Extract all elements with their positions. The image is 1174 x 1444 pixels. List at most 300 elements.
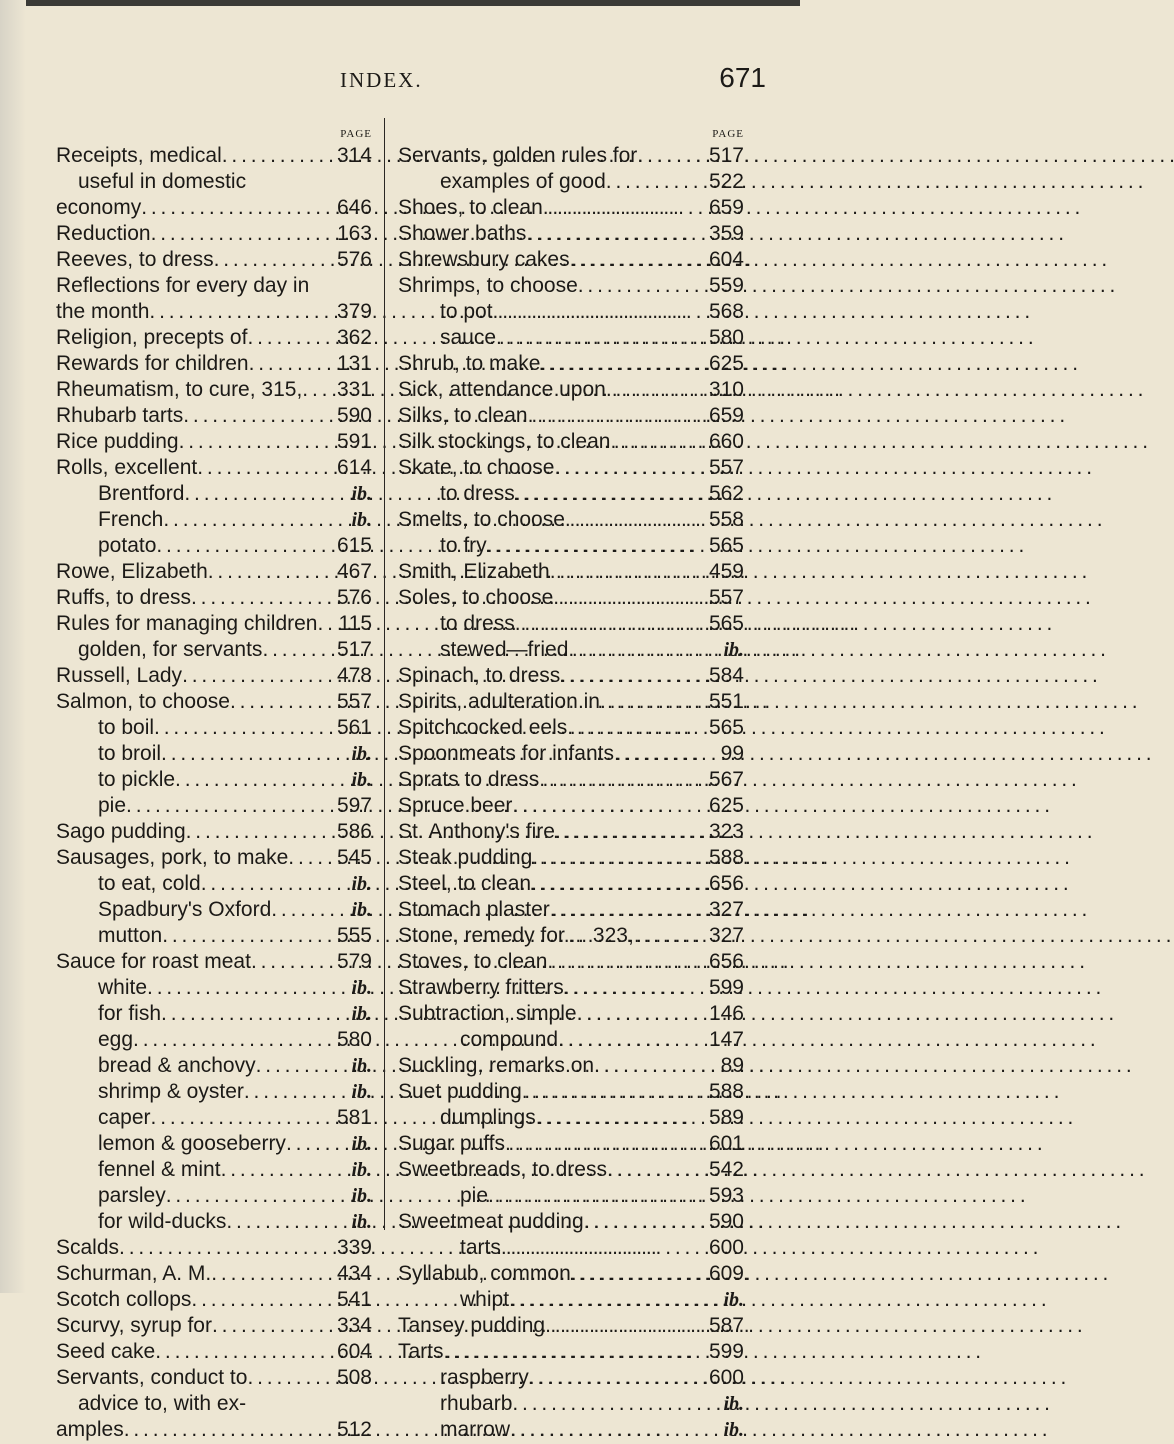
entry-text: for fish: [98, 1002, 162, 1025]
entry-text: to dress: [440, 612, 515, 635]
entry-text: Rolls, excellent: [56, 456, 198, 479]
dot-leader: [637, 144, 707, 168]
page-title: INDEX.: [340, 68, 423, 92]
page-number: 671: [719, 62, 766, 93]
entry-text: Sauce for roast meat: [56, 950, 251, 973]
dot-leader: [247, 326, 335, 350]
entry-text: Suckling, remarks on: [398, 1054, 595, 1077]
index-entry: [398, 690, 744, 716]
entry-page: 584: [708, 664, 744, 687]
entry-page: 604: [708, 248, 744, 271]
dot-leader: [564, 976, 707, 1000]
index-entry: [56, 404, 372, 430]
index-entry: [56, 508, 372, 534]
dot-leader: [509, 1288, 721, 1312]
index-column-left: [56, 128, 372, 1444]
entry-text: Rowe, Elizabeth: [56, 560, 208, 583]
entry-page: 601: [708, 1132, 744, 1155]
index-entry: [398, 352, 744, 378]
entry-text: useful in domestic: [78, 170, 247, 193]
index-entry: [398, 430, 744, 456]
entry-page: 561: [336, 716, 372, 739]
dot-leader: [183, 404, 335, 428]
index-entry: [398, 586, 744, 612]
entry-text: Suet pudding: [398, 1080, 522, 1103]
entry-page: 147: [708, 1028, 744, 1051]
dot-leader: [179, 430, 335, 454]
index-entry: [398, 1054, 744, 1080]
index-entry: [398, 404, 744, 430]
index-column-right: [398, 128, 744, 1444]
entry-page: 545: [336, 846, 372, 869]
index-entry: [56, 950, 372, 976]
entry-page: ib.: [723, 639, 744, 661]
entry-page: 625: [708, 352, 744, 375]
entry-text: tarts: [460, 1236, 501, 1259]
dot-leader: [543, 196, 707, 220]
entry-text: potato: [98, 534, 157, 557]
entry-page: ib.: [351, 977, 372, 999]
entry-page: 565: [708, 534, 744, 557]
index-entry: [398, 1106, 744, 1132]
dot-leader: [532, 846, 707, 870]
entry-text: raspberry: [440, 1366, 529, 1389]
entry-text: Rheumatism, to cure, 315,: [56, 378, 303, 401]
entry-page: 557: [336, 690, 372, 713]
dot-leader: [565, 508, 707, 532]
entry-text: French: [98, 508, 164, 531]
entry-page: 656: [708, 950, 744, 973]
dot-leader: [512, 1392, 721, 1416]
index-entry: [56, 586, 372, 612]
dot-leader: [149, 300, 335, 324]
entry-text: Spruce beer: [398, 794, 513, 817]
index-entry: [398, 1366, 744, 1392]
entry-page: 625: [708, 794, 744, 817]
dot-leader: [512, 794, 707, 818]
entry-page: 478: [336, 664, 372, 687]
index-entry: [398, 222, 744, 248]
entry-page: ib.: [351, 1211, 372, 1233]
dot-leader: [606, 378, 707, 402]
entry-text: golden, for servants: [78, 638, 263, 661]
entry-text: Steel, to clean: [398, 872, 532, 895]
entry-text: white: [98, 976, 148, 999]
dot-leader: [161, 742, 349, 766]
index-entry: [398, 1158, 744, 1184]
entry-page: 323: [708, 820, 744, 843]
dot-leader: [249, 352, 335, 376]
dot-leader: [515, 482, 707, 506]
entry-text: parsley: [98, 1184, 166, 1207]
entry-text: amples: [56, 1418, 124, 1441]
entry-list-left: [56, 144, 372, 1444]
dot-leader: [230, 690, 335, 714]
entry-text: Spoonmeats for infants: [398, 742, 614, 765]
entry-text: Receipts, medical: [56, 144, 222, 167]
entry-page: 591: [336, 430, 372, 453]
entry-page: ib.: [351, 769, 372, 791]
entry-text: Ruffs, to dress: [56, 586, 192, 609]
index-entry: [398, 794, 744, 820]
index-entry: [56, 1236, 372, 1262]
entry-page: 567: [708, 768, 744, 791]
dot-leader: [186, 820, 335, 844]
dot-leader: [444, 1340, 707, 1364]
dot-leader: [570, 248, 707, 272]
index-entry: [398, 924, 744, 950]
index-entry: [398, 456, 744, 482]
dot-leader: [163, 508, 349, 532]
index-entry: [398, 534, 744, 560]
entry-text: compound: [460, 1028, 559, 1051]
dot-leader: [126, 794, 335, 818]
entry-text: the month: [56, 300, 150, 323]
index-entry: [398, 1288, 744, 1314]
dot-leader: [571, 1262, 707, 1286]
dot-leader: [493, 300, 707, 324]
index-entry: [56, 456, 372, 482]
index-entry: [398, 664, 744, 690]
entry-text: Soles, to choose: [398, 586, 554, 609]
entry-text: dumplings: [440, 1106, 536, 1129]
entry-page: 600: [708, 1236, 744, 1259]
entry-text: to boil: [98, 716, 155, 739]
dot-leader: [550, 560, 707, 584]
index-entry: [56, 1418, 372, 1444]
dot-leader: [197, 456, 335, 480]
entry-text: pie: [98, 794, 127, 817]
index-entry: [56, 976, 372, 1002]
entry-text: to pickle: [98, 768, 176, 791]
entry-page: 334: [336, 1314, 372, 1337]
dot-leader: [166, 1184, 350, 1208]
dot-leader: [182, 664, 335, 688]
index-entry: [56, 1132, 372, 1158]
entry-text: Stone, remedy for.... 323,: [398, 924, 634, 947]
index-entry: [398, 508, 744, 534]
entry-page: 557: [708, 586, 744, 609]
entry-text: whipt: [460, 1288, 510, 1311]
index-entry: [56, 222, 372, 248]
index-entry: [398, 1028, 744, 1054]
dot-leader: [614, 742, 719, 766]
dot-leader: [191, 586, 335, 610]
dot-leader: [214, 248, 335, 272]
entry-text: Scurvy, syrup for: [56, 1314, 212, 1337]
dot-leader: [526, 222, 707, 246]
index-entry: [56, 742, 372, 768]
dot-leader: [133, 1028, 335, 1052]
dot-leader: [256, 1054, 350, 1078]
dot-leader: [221, 1158, 350, 1182]
entry-text: pie: [460, 1184, 489, 1207]
entry-page: ib.: [723, 1393, 744, 1415]
index-entry: [56, 898, 372, 924]
index-entry: [398, 378, 744, 404]
book-gutter: [0, 0, 26, 1293]
dot-leader: [496, 326, 707, 350]
entry-text: Sweetbreads, to dress: [398, 1158, 607, 1181]
entry-text: Brentford: [98, 482, 185, 505]
dot-leader: [594, 1054, 719, 1078]
index-entry: [56, 1158, 372, 1184]
entry-page: ib.: [351, 1185, 372, 1207]
entry-page: 615: [336, 534, 372, 557]
entry-page: ib.: [723, 1419, 744, 1441]
dot-leader: [208, 560, 335, 584]
entry-page: 512: [336, 1418, 372, 1441]
dot-leader: [578, 274, 707, 298]
entry-text: Subtraction, simple: [398, 1002, 577, 1025]
dot-leader: [317, 612, 336, 636]
dot-leader: [286, 1132, 350, 1156]
index-entry: [398, 274, 744, 300]
entry-text: Spinach, to dress: [398, 664, 561, 687]
entry-page: 131: [336, 352, 372, 375]
entry-text: Reflections for every day in: [56, 274, 310, 297]
entry-page: 551: [708, 690, 744, 713]
entry-text: Sprats to dress: [398, 768, 540, 791]
index-entry: [398, 1002, 744, 1028]
dot-leader: [540, 352, 707, 376]
entry-page: 459: [708, 560, 744, 583]
entry-text: Skate, to choose: [398, 456, 555, 479]
dot-leader: [550, 898, 707, 922]
entry-page: 600: [708, 1366, 744, 1389]
entry-text: Shoes, to clean: [398, 196, 543, 219]
dot-leader: [162, 924, 335, 948]
entry-page: 434: [336, 1262, 372, 1285]
entry-page: ib.: [351, 743, 372, 765]
entry-page: 522: [708, 170, 744, 193]
index-entry: [398, 820, 744, 846]
entry-text: Seed cake: [56, 1340, 156, 1363]
entry-text: caper: [98, 1106, 151, 1129]
entry-text: Schurman, A. M.: [56, 1262, 212, 1285]
index-entry: [398, 1236, 744, 1262]
entry-page: 599: [708, 1340, 744, 1363]
entry-text: Shrewsbury cakes: [398, 248, 570, 271]
dot-leader: [515, 612, 707, 636]
entry-text: Servants, conduct to: [56, 1366, 248, 1389]
dot-leader: [124, 1418, 335, 1442]
index-entry: [56, 534, 372, 560]
entry-text: to dress: [440, 482, 515, 505]
index-entry: [398, 846, 744, 872]
entry-text: Sago pudding: [56, 820, 186, 843]
entry-text: Tarts: [398, 1340, 444, 1363]
entry-text: to pot: [440, 300, 493, 323]
dot-leader: [141, 196, 335, 220]
index-entry: [56, 560, 372, 586]
index-entry: [398, 716, 744, 742]
index-entry: [398, 1262, 744, 1288]
entry-page: ib.: [351, 1133, 372, 1155]
index-entry: [56, 612, 372, 638]
index-entry: [398, 768, 744, 794]
index-entry: [398, 1314, 744, 1340]
entry-page: 587: [708, 1314, 744, 1337]
entry-text: Spadbury's Oxford: [98, 898, 272, 921]
entry-page: 590: [708, 1210, 744, 1233]
entry-page: 314: [336, 144, 372, 167]
entry-text: Scalds: [56, 1236, 120, 1259]
index-entry: [56, 1054, 372, 1080]
entry-text: egg: [98, 1028, 134, 1051]
entry-page: 517: [336, 638, 372, 661]
entry-page: 541: [336, 1288, 372, 1311]
entry-page: 609: [708, 1262, 744, 1285]
dot-leader: [536, 1106, 707, 1130]
index-entry: [398, 144, 744, 170]
entry-page: 580: [336, 1028, 372, 1051]
dot-leader: [634, 924, 707, 948]
entry-page: 565: [708, 716, 744, 739]
index-entry: [56, 248, 372, 274]
index-entry: [56, 1184, 372, 1210]
index-entry: [398, 300, 744, 326]
top-edge-band: [0, 0, 800, 6]
index-entry: [56, 1106, 372, 1132]
entry-text: Silks, to clean: [398, 404, 528, 427]
index-entry: [56, 274, 372, 300]
entry-page: 562: [708, 482, 744, 505]
entry-page: 576: [336, 248, 372, 271]
entry-text: Stoves, to clean: [398, 950, 548, 973]
entry-text: sauce: [440, 326, 497, 349]
index-entry: [398, 170, 744, 196]
index-entry: [56, 170, 372, 196]
index-entry: [56, 794, 372, 820]
entry-page: ib.: [351, 509, 372, 531]
entry-text: for wild-ducks: [98, 1210, 227, 1233]
index-entry: [56, 378, 372, 404]
dot-leader: [222, 144, 335, 168]
index-entry: [398, 196, 744, 222]
entry-text: mutton: [98, 924, 163, 947]
entry-page: ib.: [351, 899, 372, 921]
index-entry: [398, 1080, 744, 1106]
entry-text: stewed—fried: [440, 638, 569, 661]
index-entry: [398, 560, 744, 586]
entry-text: Smith, Elizabeth: [398, 560, 550, 583]
entry-list-right: [398, 144, 744, 1444]
dot-leader: [600, 690, 707, 714]
index-entry: [56, 1314, 372, 1340]
entry-page: 146: [708, 1002, 744, 1025]
entry-page: 327: [708, 898, 744, 921]
entry-text: fennel & mint: [98, 1158, 221, 1181]
entry-page: 568: [708, 300, 744, 323]
dot-leader: [554, 456, 707, 480]
entry-text: Strawberry fritters: [398, 976, 564, 999]
dot-leader: [558, 1028, 707, 1052]
dot-leader: [151, 222, 335, 246]
dot-leader: [161, 1002, 349, 1026]
index-entry: [56, 820, 372, 846]
entry-page: 362: [336, 326, 372, 349]
dot-leader: [522, 1080, 707, 1104]
dot-leader: [610, 430, 707, 454]
dot-leader: [244, 1080, 350, 1104]
dot-leader: [271, 898, 349, 922]
dot-leader: [175, 768, 349, 792]
entry-page: 327: [708, 924, 744, 947]
entry-page: 379: [336, 300, 372, 323]
entry-text: Religion, precepts of: [56, 326, 248, 349]
entry-text: Spitchcocked eels: [398, 716, 568, 739]
entry-page: 359: [708, 222, 744, 245]
entry-text: examples of good: [440, 170, 606, 193]
entry-text: Reduction: [56, 222, 151, 245]
entry-text: Rice pudding: [56, 430, 179, 453]
dot-leader: [531, 872, 707, 896]
entry-text: advice to, with ex-: [78, 1392, 247, 1415]
entry-text: Scotch collops: [56, 1288, 192, 1311]
index-entry: [398, 1210, 744, 1236]
index-entry: [56, 638, 372, 664]
dot-leader: [156, 534, 335, 558]
entry-page: 604: [336, 1340, 372, 1363]
dot-leader: [547, 950, 707, 974]
entry-page: 542: [708, 1158, 744, 1181]
entry-page: 597: [336, 794, 372, 817]
entry-page: ib.: [351, 1055, 372, 1077]
dot-leader: [251, 950, 335, 974]
page-header: [0, 62, 800, 102]
entry-text: Steak pudding: [398, 846, 533, 869]
index-entry: [398, 742, 744, 768]
index-entry: [56, 196, 372, 222]
entry-page: 660: [708, 430, 744, 453]
entry-text: Stomach plaster: [398, 898, 550, 921]
index-entry: [56, 430, 372, 456]
dot-leader: [184, 482, 349, 506]
index-entry: [56, 352, 372, 378]
index-entry: [56, 1392, 372, 1418]
index-entry: [398, 612, 744, 638]
entry-text: to broil: [98, 742, 162, 765]
entry-text: shrimp & oyster: [98, 1080, 244, 1103]
entry-page: ib.: [723, 1289, 744, 1311]
entry-page: 99: [720, 742, 744, 765]
dot-leader: [262, 638, 335, 662]
entry-text: Shrimps, to choose: [398, 274, 578, 297]
index-entry: [398, 482, 744, 508]
index-entry: [398, 1132, 744, 1158]
dot-leader: [560, 664, 707, 688]
entry-page: 115: [338, 612, 372, 635]
entry-page: 508: [336, 1366, 372, 1389]
dot-leader: [119, 1236, 335, 1260]
entry-page: 559: [708, 274, 744, 297]
index-entry: [398, 898, 744, 924]
dot-leader: [584, 1210, 707, 1234]
dot-leader: [528, 404, 707, 428]
dot-leader: [501, 1236, 707, 1260]
page-column-label: PAGE: [712, 128, 744, 140]
index-entry: [56, 1028, 372, 1054]
entry-page: 555: [336, 924, 372, 947]
entry-page: ib.: [351, 1159, 372, 1181]
entry-page: 581: [336, 1106, 372, 1129]
entry-text: Reeves, to dress: [56, 248, 214, 271]
entry-page: ib.: [351, 1081, 372, 1103]
dot-leader: [487, 534, 707, 558]
entry-page: 646: [336, 196, 372, 219]
index-entry: [56, 1288, 372, 1314]
